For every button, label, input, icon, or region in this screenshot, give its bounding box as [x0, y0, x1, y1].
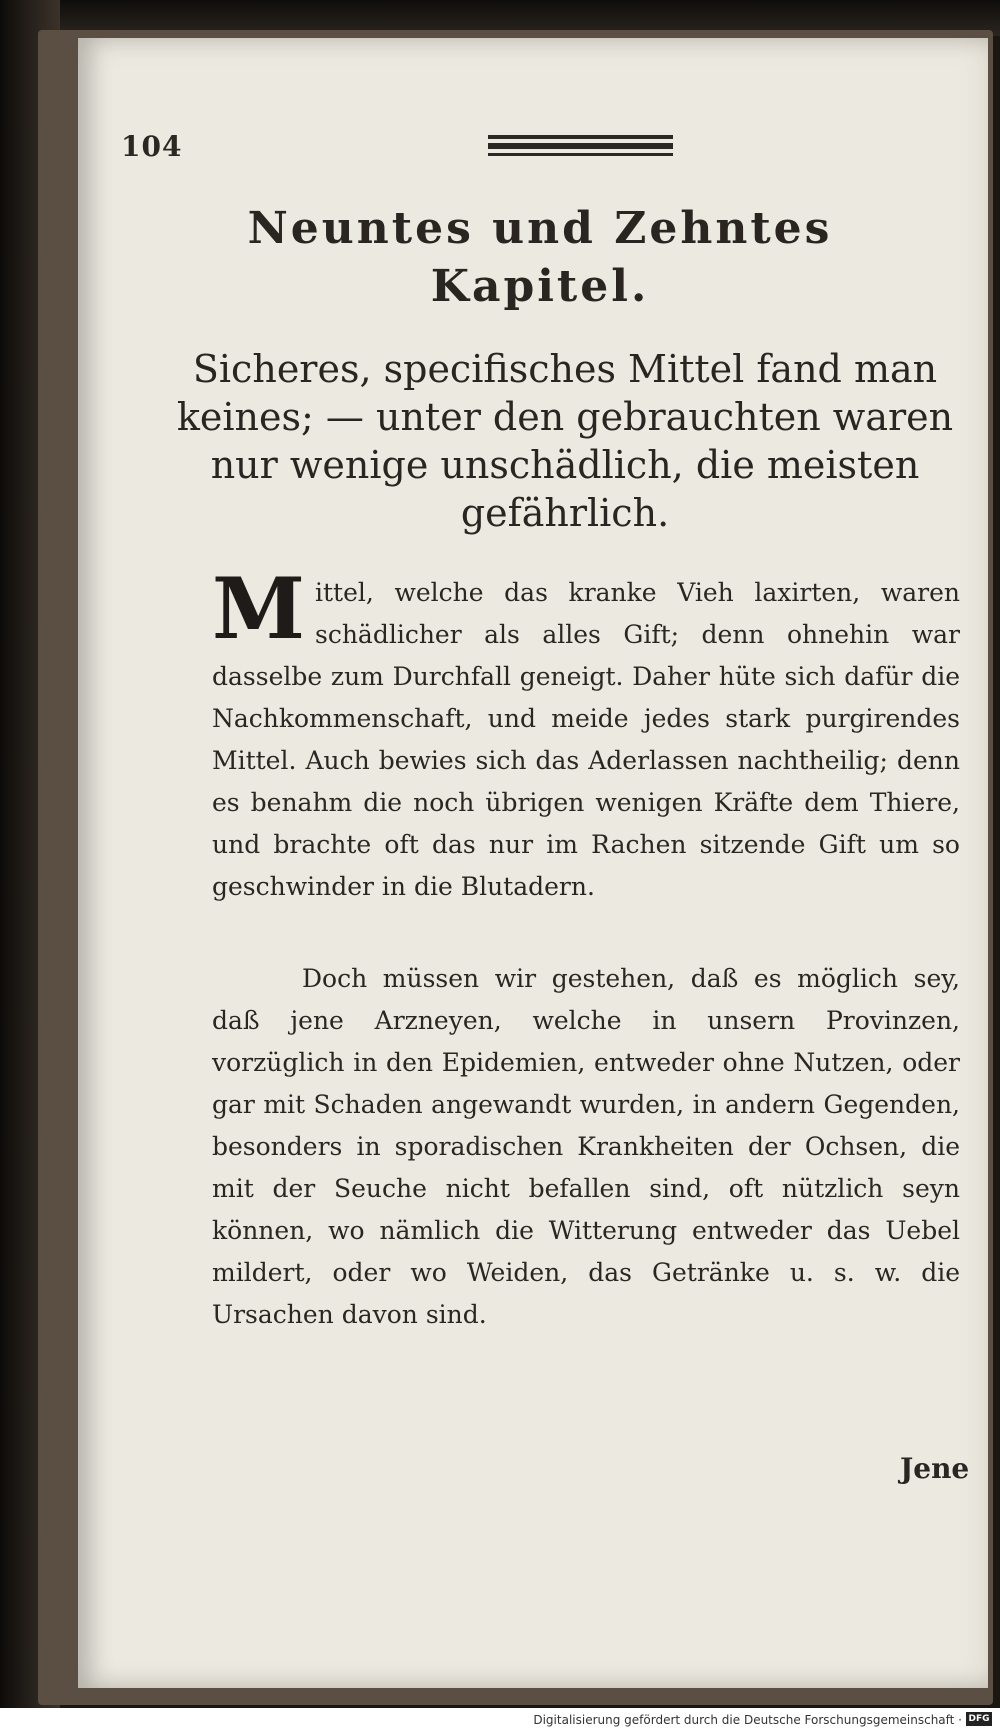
- chapter-title-line2: Kapitel.: [430, 261, 650, 312]
- chapter-title-line1: Neuntes und Zehntes: [247, 203, 833, 254]
- ornament-rule-middle: [488, 143, 673, 149]
- paragraph-1-text: ittel, welche das kranke Vieh laxirten, waren schädlicher als alles Gift; denn ohnehin war dasselbe zum Durchfall geneigt. Daher hüte sich dafür die Nachkommenschaft, und meide jedes stark purgirendes Mittel. Auch bewies sich das Aderlassen nachtheilig; denn es benahm die noch übrigen wenigen Kräfte dem Thiere, und brachte oft das nur im Rachen sitzende Gift um so geschwinder in die Blutadern.: [212, 578, 960, 901]
- dfg-logo-icon: DFG: [966, 1712, 992, 1726]
- ornament-rule-bottom: [488, 153, 673, 156]
- body-text: [212, 559, 960, 1336]
- paragraph-1: [212, 559, 960, 908]
- chapter-summary: Sicheres, specifisches Mittel fand man keines; — unter den gebrauchten waren nur wenige unschädlich, die meisten gefährlich.: [176, 347, 954, 535]
- chapter-heading: [150, 200, 930, 316]
- catchword: Jene: [900, 1452, 970, 1485]
- ornament-rule-top: [488, 135, 673, 139]
- page-number: 104: [121, 130, 183, 163]
- paragraph-2: Doch müssen wir gestehen, daß es möglich sey, daß jene Arzneyen, welche in unsern Provinzen, vorzüglich in den Epidemien, entweder ohne Nutzen, oder gar mit Schaden angewandt wurden, in andern Gegenden, besonders in sporadischen Krankheiten der Ochsen, die mit der Seuche nicht befallen sind, oft nützlich seyn können, wo nämlich die Witterung entweder das Uebel mildert, oder wo Weiden, das Getränke u. s. w. die Ursachen davon sind.: [212, 964, 960, 1329]
- drop-cap-initial: M: [212, 559, 305, 658]
- header-rule-ornament: [488, 135, 673, 157]
- footer-credit: Digitalisierung gefördert durch die Deutsche Forschungsgemeinschaft ·: [533, 1713, 962, 1727]
